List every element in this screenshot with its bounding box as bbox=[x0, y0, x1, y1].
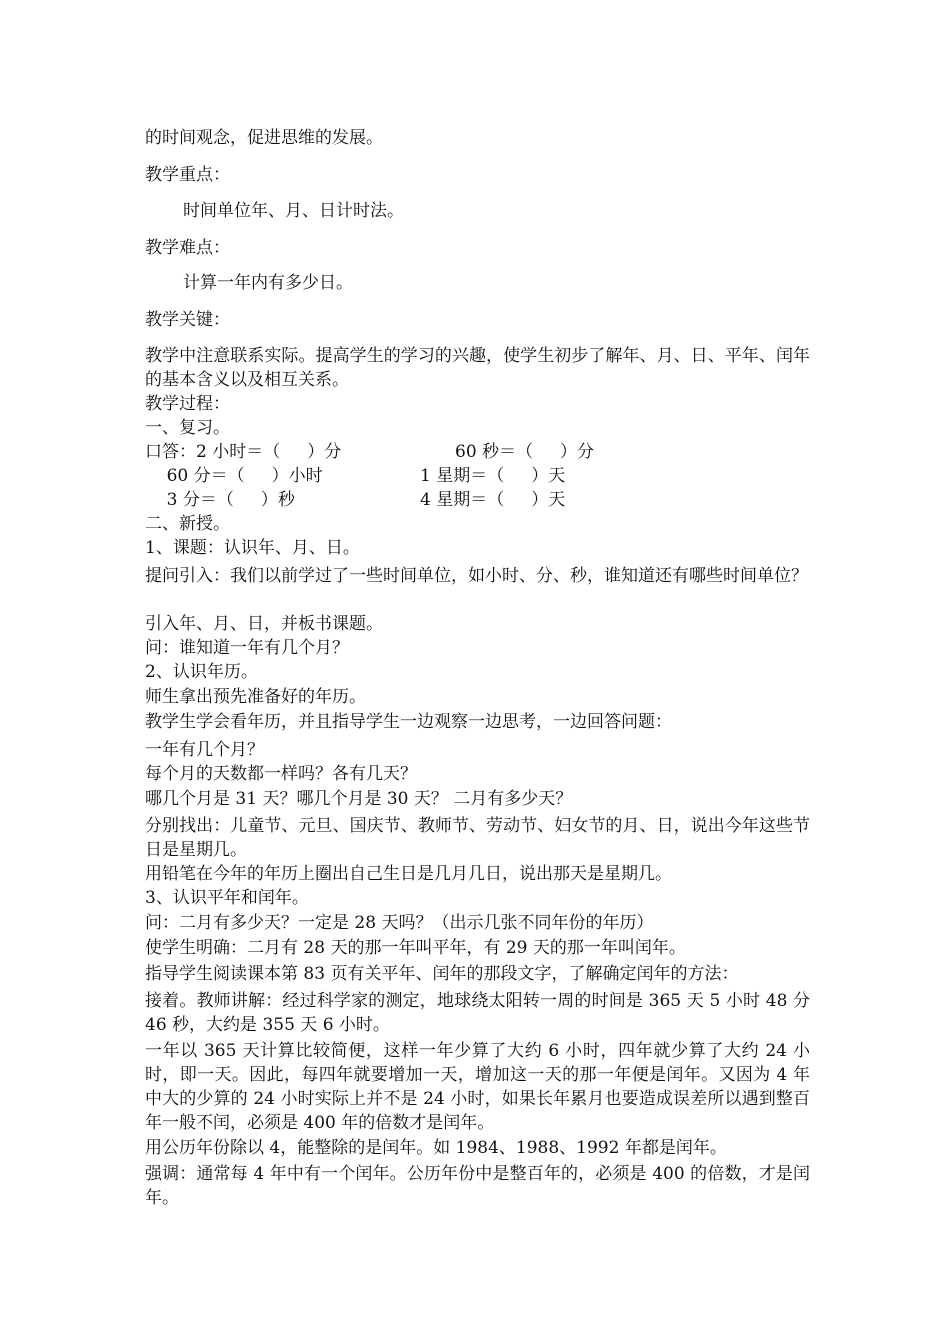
body-line: 教学生学会看年历，并且指导学生一边观察一边思考，一边回答问题： bbox=[145, 712, 672, 732]
body-line: 3、认识平年和闰年。 bbox=[145, 888, 309, 908]
key-points-label: 教学重点： bbox=[145, 165, 230, 185]
crux-label: 教学关键： bbox=[145, 310, 230, 330]
body-line: 师生拿出预先准备好的年历。 bbox=[145, 687, 366, 707]
body-line: 用公历年份除以 4，能整除的是闰年。如 1984、1988、1992 年都是闰年。 bbox=[145, 1138, 727, 1158]
crux-text: 教学中注意联系实际。提高学生的学习的兴趣，使学生初步了解年、月、日、平年、闰年的基本含义以及相互关系。 bbox=[145, 346, 810, 390]
body-line: 一年以 365 天计算比较简便，这样一年少算了大约 6 小时，四年就少算了大约 24 小时，即一天。因此，每四年就要增加一天，增加这一天的那一年便是闰年。又因为 4 年中大的少算的 24 小时实际上并不是 24 小时，如果长年累月也要造成误差所以遇到整百年一般不闰，必须是 400 年的倍数才是闰年。 bbox=[145, 1041, 810, 1133]
body-line: 每个月的天数都一样吗？各有几天？ bbox=[145, 764, 417, 784]
oral-question-right: 60 秒＝（ ）分 bbox=[455, 442, 595, 462]
oral-question-left: 3 分＝（ ）秒 bbox=[145, 490, 295, 510]
oral-question-right: 4 星期＝（ ）天 bbox=[420, 490, 566, 510]
body-line: 问：二月有多少天？一定是 28 天吗？（出示几张不同年份的年历） bbox=[145, 913, 654, 933]
body-line: 2、认识年历。 bbox=[145, 662, 258, 682]
body-line: 问：谁知道一年有几个月？ bbox=[145, 638, 349, 658]
body-line: 使学生明确：二月有 28 天的那一年叫平年，有 29 天的那一年叫闰年。 bbox=[145, 938, 686, 958]
body-line: 强调：通常每 4 年中有一个闰年。公历年份中是整百年的，必须是 400 的倍数，才是闰年。 bbox=[145, 1164, 810, 1208]
review-heading: 一、复习。 bbox=[145, 418, 230, 438]
oral-question-left: 60 分＝（ ）小时 bbox=[145, 466, 323, 486]
difficult-points-label: 教学难点： bbox=[145, 238, 230, 258]
difficult-points-text: 计算一年内有多少日。 bbox=[183, 273, 353, 293]
body-line: 提问引入：我们以前学过了一些时间单位，如小时、分、秒，谁知道还有哪些时间单位？ bbox=[145, 566, 808, 586]
body-line: 引入年、月、日，并板书课题。 bbox=[145, 614, 383, 634]
oral-question-right: 1 星期＝（ ）天 bbox=[420, 466, 566, 486]
body-line: 一年有几个月？ bbox=[145, 740, 264, 760]
body-line: 1、课题：认识年、月、日。 bbox=[145, 538, 360, 558]
body-line: 指导学生阅读课本第 83 页有关平年、闰年的那段文字，了解确定闰年的方法： bbox=[145, 964, 739, 984]
body-line: 分别找出：儿童节、元旦、国庆节、教师节、劳动节、妇女节的月、日，说出今年这些节日是星期几。 bbox=[145, 816, 810, 860]
intro-tail: 的时间观念，促进思维的发展。 bbox=[145, 128, 383, 148]
body-line: 哪几个月是 31 天？哪几个月是 30 天？ 二月有多少天？ bbox=[145, 789, 573, 809]
key-points-text: 时间单位年、月、日计时法。 bbox=[183, 201, 404, 221]
body-line: 接着。教师讲解：经过科学家的测定，地球绕太阳转一周的时间是 365 天 5 小时 48 分 46 秒，大约是 355 天 6 小时。 bbox=[145, 991, 816, 1035]
oral-question-left: 口答：2 小时＝（ ）分 bbox=[145, 442, 342, 462]
new-lesson-heading: 二、新授。 bbox=[145, 514, 230, 534]
process-label: 教学过程： bbox=[145, 394, 230, 414]
body-line: 用铅笔在今年的年历上圈出自己生日是几月几日，说出那天是星期几。 bbox=[145, 864, 672, 884]
